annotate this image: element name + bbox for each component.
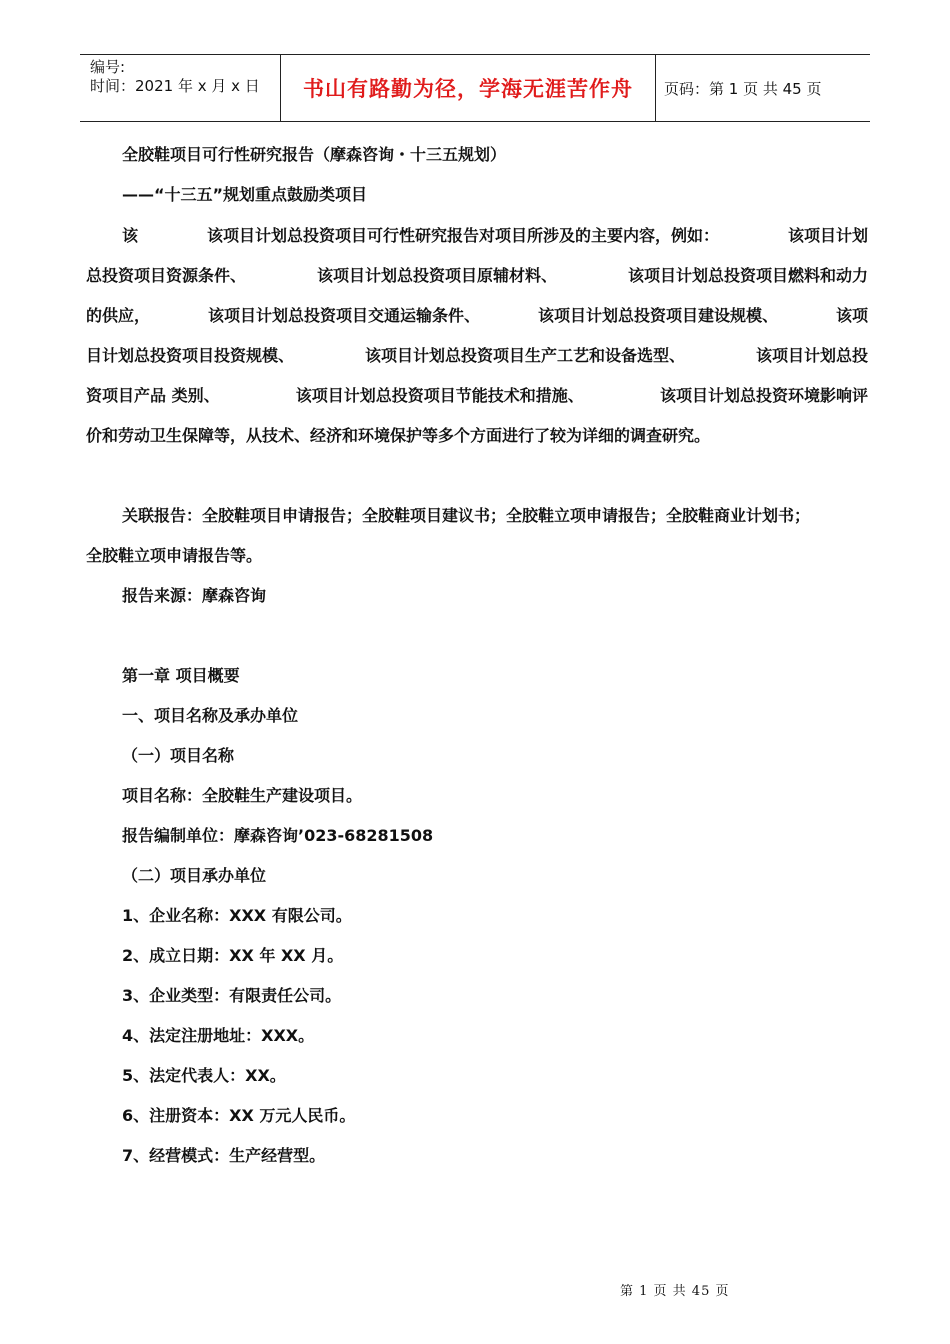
- list-item: 1、企业名称：XXX 有限公司。: [122, 906, 352, 925]
- intro-text: 该项目计划总投资项目原辅材料、: [316, 266, 557, 285]
- intro-text: 该: [122, 226, 139, 245]
- intro-text: 的供应，: [86, 306, 151, 325]
- intro-row: [86, 296, 868, 336]
- list-item: 6、注册资本：XX 万元人民币。: [122, 1106, 356, 1125]
- intro-row: [86, 336, 868, 376]
- number-label: 编号:: [90, 58, 126, 76]
- intro-row: [86, 416, 868, 456]
- subsection-heading: （一）项目名称: [122, 746, 235, 765]
- intro-text: 该项目计划总投: [755, 346, 868, 365]
- intro-text: 总投资项目资源条件、: [86, 266, 247, 285]
- intro-row: [86, 256, 868, 296]
- time-label: 时间：2021 年 x 月 x 日: [90, 77, 260, 95]
- report-source: 报告来源：摩森咨询: [122, 586, 267, 605]
- doc-title: 全胶鞋项目可行性研究报告（摩森咨询・十三五规划）: [122, 145, 507, 164]
- intro-text: 目计划总投资项目投资规模、: [86, 346, 295, 365]
- project-name: 项目名称：全胶鞋生产建设项目。: [122, 786, 363, 805]
- intro-text: 价和劳动卫生保障等，从技术、经济和环境保护等多个方面进行了较为详细的调查研究。: [86, 426, 711, 445]
- intro-paragraph: [86, 216, 868, 456]
- intro-text: 该项目计划总投资项目生产工艺和设备选型、: [364, 346, 685, 365]
- intro-text: 该项目计划: [787, 226, 868, 245]
- intro-text: 该项: [835, 306, 868, 325]
- doc-subtitle: ——“十三五”规划重点鼓励类项目: [122, 185, 368, 204]
- intro-text: 该项目计划总投资环境影响评: [659, 386, 868, 405]
- page-footer: 第 1 页 共 45 页: [620, 1284, 730, 1299]
- intro-row: [86, 216, 868, 256]
- header-meta: [80, 55, 280, 121]
- intro-text: 该项目计划总投资项目建设规模、: [537, 306, 778, 325]
- compiler-unit: 报告编制单位：摩森咨询’023-68281508: [122, 826, 434, 845]
- page-header: [80, 54, 870, 122]
- intro-text: 该项目计划总投资项目交通运输条件、: [207, 306, 480, 325]
- intro-text: 资项目产品 类别、: [86, 386, 220, 405]
- intro-text: 该项目计划总投资项目节能技术和措施、: [295, 386, 584, 405]
- intro-row: [86, 376, 868, 416]
- header-motto: 书山有路勤为径，学海无涯苦作舟: [280, 55, 656, 121]
- subsection-heading: （二）项目承办单位: [122, 866, 267, 885]
- header-page-info: [656, 55, 870, 121]
- intro-text: 该项目计划总投资项目燃料和动力: [627, 266, 868, 285]
- section-heading: 一、项目名称及承办单位: [122, 706, 299, 725]
- list-item: 4、法定注册地址：XXX。: [122, 1026, 315, 1045]
- list-item: 7、经营模式：生产经营型。: [122, 1146, 326, 1165]
- page-label: 页码：第 1 页 共 45 页: [664, 79, 822, 98]
- chapter-heading: 第一章 项目概要: [122, 666, 240, 685]
- related-reports: 关联报告：全胶鞋项目申请报告；全胶鞋项目建议书；全胶鞋立项申请报告；全胶鞋商业计划书；: [122, 506, 811, 525]
- list-item: 2、成立日期：XX 年 XX 月。: [122, 946, 344, 965]
- related-reports-cont: 全胶鞋立项申请报告等。: [86, 546, 263, 565]
- intro-text: 该项目计划总投资项目可行性研究报告对项目所涉及的主要内容，例如：: [206, 226, 719, 245]
- list-item: 5、法定代表人：XX。: [122, 1066, 286, 1085]
- list-item: 3、企业类型：有限责任公司。: [122, 986, 342, 1005]
